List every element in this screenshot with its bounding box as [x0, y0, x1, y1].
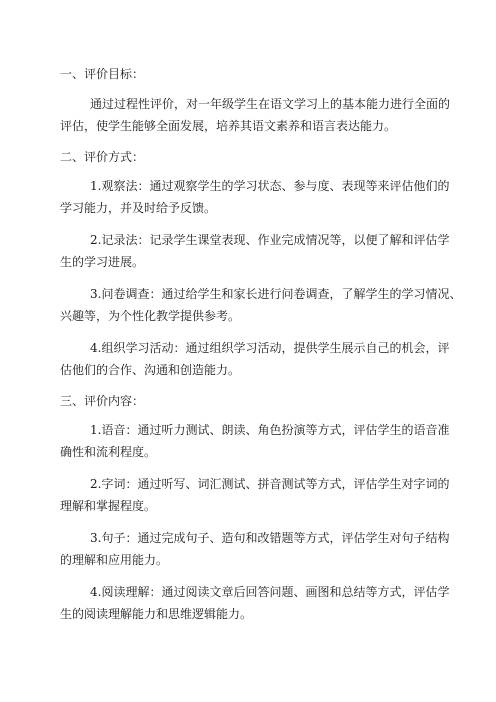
paragraph-line: 的理解和应用能力。	[60, 553, 169, 567]
section-heading: 一、评价目标：	[60, 67, 145, 81]
paragraph-line: 生的阅读理解能力和思维逻辑能力。	[60, 607, 253, 621]
section-heading: 二、评价方式：	[60, 150, 145, 164]
paragraph	[60, 93, 450, 137]
paragraph	[60, 473, 450, 517]
paragraph-line: 3.句子：通过完成句子、造句和改错题等方式，评估学生对句子结构	[90, 531, 450, 545]
paragraph	[60, 337, 450, 381]
paragraph-line: 生的学习进展。	[60, 255, 145, 269]
paragraph	[60, 419, 450, 463]
paragraph-line: 兴趣等，为个性化教学提供参考。	[60, 309, 241, 323]
paragraph-line: 确性和流利程度。	[60, 445, 157, 459]
paragraph-line: 2.记录法：记录学生课堂表现、作业完成情况等，以便了解和评估学	[90, 233, 450, 247]
paragraph-line: 1.观察法：通过观察学生的学习状态、参与度、表现等来评估他们的	[90, 179, 450, 193]
paragraph-line: 学习能力，并及时给予反馈。	[60, 201, 217, 215]
paragraph-line: 通过过程性评价，对一年级学生在语文学习上的基本能力进行全面的	[90, 97, 451, 111]
paragraph-line: 评估，使学生能够全面发展，培养其语文素养和语言表达能力。	[60, 119, 397, 133]
paragraph	[60, 283, 462, 327]
paragraph-line: 理解和掌握程度。	[60, 499, 157, 513]
paragraph	[60, 527, 450, 571]
paragraph	[60, 229, 450, 273]
paragraph-line: 1.语音：通过听力测试、朗读、角色扮演等方式，评估学生的语音准	[90, 423, 450, 437]
paragraph-line: 4.阅读理解：通过阅读文章后回答问题、画图和总结等方式，评估学	[90, 585, 450, 599]
paragraph-line: 4.组织学习活动：通过组织学习活动，提供学生展示自己的机会，评	[90, 341, 450, 355]
paragraph-line: 2.字词：通过听写、词汇测试、拼音测试等方式，评估学生对字词的	[90, 477, 450, 491]
paragraph-line: 估他们的合作、沟通和创造能力。	[60, 363, 241, 377]
paragraph-line: 3.问卷调查：通过给学生和家长进行问卷调查，了解学生的学习情况、	[90, 287, 462, 301]
section-heading: 三、评价内容：	[60, 394, 145, 408]
paragraph	[60, 175, 450, 219]
paragraph	[60, 581, 450, 625]
